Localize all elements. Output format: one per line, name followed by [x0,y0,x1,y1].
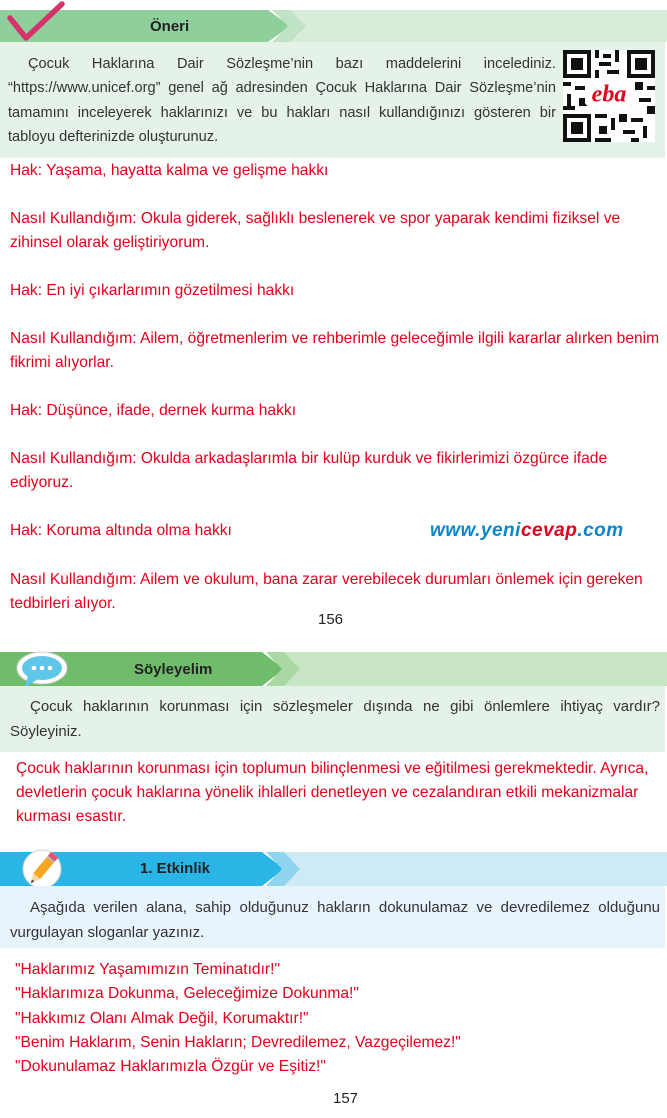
answer-right-1: Hak: Yaşama, hayatta kalma ve gelişme hakkı [10,162,329,179]
slogan-item: "Benim Haklarım, Senin Hakların; Devredilemez, Vazgeçilemez!" [15,1033,461,1051]
etkinlik-instruction: Aşağıda verilen alana, sahip olduğunuz hakların dokunulamaz ve devredilemez olduğunu vurgulayan sloganlar yazınız. [10,899,660,941]
oneri-text: Çocuk Haklarına Dair Sözleşme’nin bazı maddelerini incelediniz. “https://www.unicef.org” genel ağ adresinden Çocuk Haklarına Dair Sözleşme’nin tamamını inceleyerek haklarınızı ve bu hakları nasıl kullandığınızı gösteren bir tabloyu defterinizde oluşturunuz. [8,56,556,146]
soyleyelim-banner [0,652,667,686]
soyleyelim-answer: Çocuk haklarının korunması için toplumun bilinçlenmesi ve eğitilmesi gerekmektedir. Ayrıca, devletlerin çocuk haklarına yönelik ihlalleri denetleyen ve cezalandıran etkili mekanizmalar kurması esastır. [16,760,649,825]
slogan-item: "Haklarımıza Dokunma, Geleceğimize Dokunma!" [15,985,359,1003]
qr-code-icon[interactable] [563,50,655,142]
etkinlik-title: 1. Etkinlik [140,860,211,877]
answer-right-2: Hak: En iyi çıkarlarımın gözetilmesi hakkı [10,282,295,299]
answer-usage-2: Nasıl Kullandığım: Ailem, öğretmenlerim ve rehberimle geleceğimle ilgili kararlar alırken benim fikrimi alıyorlar. [10,330,660,371]
answer-usage-1: Nasıl Kullandığım: Okula giderek, sağlıklı beslenerek ve spor yaparak kendimi fiziksel ve zihinsel olarak geliştiriyorum. [10,210,621,251]
answer-right-4: Hak: Koruma altında olma hakkı [10,522,232,539]
pencil-icon [12,848,72,890]
soyleyelim-question: Çocuk haklarının korunması için sözleşmeler dışında ne gibi önlemlere ihtiyaç vardır? Söyleyiniz. [10,698,660,740]
answer-usage-4: Nasıl Kullandığım: Ailem ve okulum, bana zarar verebilecek durumları önlemek için gereken tedbirleri alıyor. [10,571,643,612]
answer-right-3: Hak: Düşünce, ifade, dernek kurma hakkı [10,402,297,419]
oneri-title: Öneri [150,18,190,35]
slogan-item: "Dokunulamaz Haklarımızla Özgür ve Eşitiz!" [15,1058,326,1076]
slogan-list [15,958,655,1079]
slogan-item: "Haklarımız Yaşamımızın Teminatıdır!" [15,961,280,978]
answer-usage-3: Nasıl Kullandığım: Okulda arkadaşlarımla bir kulüp kurduk ve fikirlerimizi özgürce ifade ediyoruz. [10,450,608,491]
slogan-item: "Hakkımız Olanı Almak Değil, Korumaktır!" [15,1009,309,1027]
soyleyelim-title: Söyleyelim [134,661,213,678]
checkmark-icon [4,0,68,42]
page-number-157: 157 [333,1090,359,1107]
oneri-banner [0,10,667,42]
watermark: www.yenicevap.com [430,520,624,541]
eba-badge: eba [591,81,627,108]
speech-bubble-icon [14,650,74,690]
page-number-156: 156 [318,611,344,628]
etkinlik-banner [0,852,667,886]
